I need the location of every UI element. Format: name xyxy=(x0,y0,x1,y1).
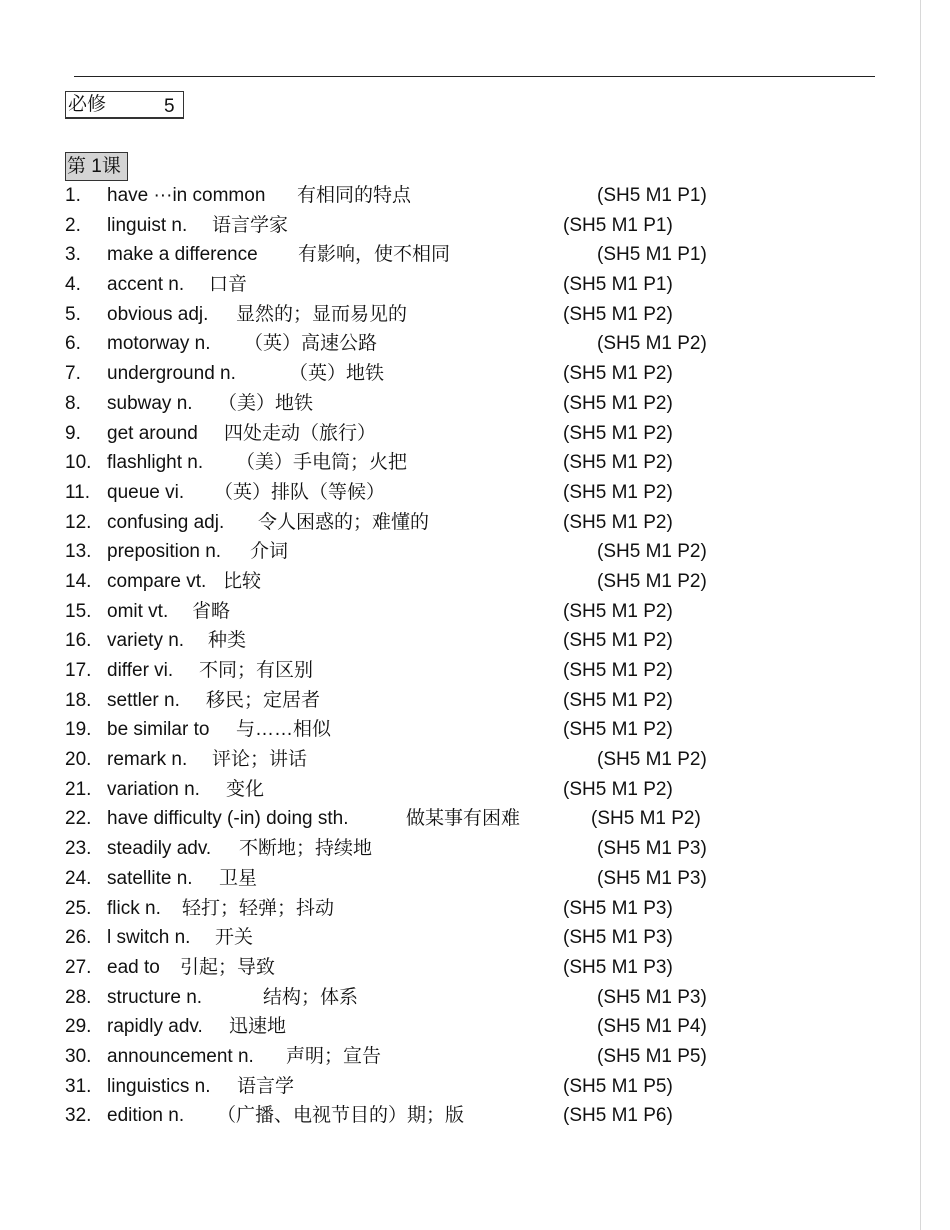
book-label-box xyxy=(65,91,184,119)
entry-chinese: 不同；有区别 xyxy=(199,660,314,681)
entry-chinese: 不断地；持续地 xyxy=(239,838,373,860)
entry-english: subway n. xyxy=(107,392,193,414)
entry-number: 31. xyxy=(65,1075,92,1097)
entry-reference: (SH5 M1 P2) xyxy=(563,363,673,385)
entry-number: 29. xyxy=(65,1016,92,1038)
entry-chinese: 做某事有困难 xyxy=(406,808,521,830)
book-number: 5 xyxy=(164,96,175,117)
entry-chinese: 种类 xyxy=(208,630,247,652)
entry-chinese: 引起；导致 xyxy=(180,956,276,978)
entry-chinese: 令人困惑的；难懂的 xyxy=(258,511,430,533)
entry-english: have difficulty (-in) doing sth. xyxy=(107,808,349,830)
entry-english: linguist n. xyxy=(107,214,188,236)
entry-english: queue vi. xyxy=(107,481,185,503)
entry-english: be similar to xyxy=(107,719,210,741)
entry-chinese: （英）排队（等候） xyxy=(214,481,386,503)
entry-chinese: 比较 xyxy=(223,570,262,592)
vocab-row xyxy=(0,301,920,331)
entry-english: omit vt. xyxy=(107,600,169,622)
entry-number: 28. xyxy=(65,986,92,1008)
vocab-row xyxy=(0,598,920,628)
entry-number: 24. xyxy=(65,867,92,889)
entry-reference: (SH5 M1 P3) xyxy=(597,867,707,889)
entry-number: 2. xyxy=(65,214,81,236)
entry-reference: (SH5 M1 P2) xyxy=(591,808,701,830)
entry-reference: (SH5 M1 P2) xyxy=(563,600,673,622)
entry-chinese: 迅速地 xyxy=(229,1016,287,1038)
entry-chinese: 卫星 xyxy=(219,867,258,889)
entry-chinese: 变化 xyxy=(226,778,265,800)
entry-chinese: 省略 xyxy=(192,600,231,622)
vocab-row xyxy=(0,212,920,242)
vocab-row xyxy=(0,449,920,479)
entry-english: edition n. xyxy=(107,1105,185,1127)
vocab-row xyxy=(0,924,920,954)
entry-number: 25. xyxy=(65,897,92,919)
entry-number: 27. xyxy=(65,956,92,978)
entry-english: rapidly adv. xyxy=(107,1016,203,1038)
vocab-row xyxy=(0,895,920,925)
entry-reference: (SH5 M1 P2) xyxy=(563,392,673,414)
entry-number: 14. xyxy=(65,570,92,592)
entry-reference: (SH5 M1 P2) xyxy=(563,422,673,444)
entry-number: 1. xyxy=(65,185,81,206)
entry-chinese: （英）地铁 xyxy=(289,363,385,385)
entry-chinese: 四处走动（旅行） xyxy=(224,422,377,444)
vocab-row xyxy=(0,835,920,865)
entry-english: steadily adv. xyxy=(107,838,212,860)
entry-number: 21. xyxy=(65,778,92,800)
entry-reference: (SH5 M1 P3) xyxy=(597,986,707,1008)
entry-english: flick n. xyxy=(107,897,161,919)
entry-chinese: 移民；定居者 xyxy=(206,689,321,711)
vocab-row xyxy=(0,954,920,984)
entry-english: motorway n. xyxy=(107,333,211,355)
vocab-row xyxy=(0,241,920,271)
entry-chinese: 评论；讲话 xyxy=(212,749,308,771)
entry-english: make a difference xyxy=(107,244,258,266)
vocab-row xyxy=(0,984,920,1014)
entry-reference: (SH5 M1 P2) xyxy=(597,333,707,355)
vocab-row xyxy=(0,271,920,301)
entry-chinese: 与……相似 xyxy=(236,719,332,741)
vocab-row xyxy=(0,746,920,776)
entry-chinese: （美）手电筒；火把 xyxy=(236,452,408,474)
entry-reference: (SH5 M1 P2) xyxy=(597,541,707,563)
book-label: 必修 xyxy=(68,94,107,115)
entry-reference: (SH5 M1 P3) xyxy=(597,838,707,860)
entry-reference: (SH5 M1 P1) xyxy=(563,214,673,236)
entry-reference: (SH5 M1 P1) xyxy=(597,244,707,266)
header-rule xyxy=(74,76,875,77)
entry-chinese: 介词 xyxy=(250,541,289,563)
entry-chinese: 有影响，使不相同 xyxy=(298,244,451,266)
entry-number: 4. xyxy=(65,274,81,296)
entry-chinese: 开关 xyxy=(215,927,254,949)
entry-reference: (SH5 M1 P3) xyxy=(563,897,673,919)
entry-english: compare vt. xyxy=(107,570,207,592)
entry-reference: (SH5 M1 P6) xyxy=(563,1105,673,1127)
entry-reference: (SH5 M1 P4) xyxy=(597,1016,707,1038)
entry-number: 22. xyxy=(65,808,92,830)
vocab-row xyxy=(0,479,920,509)
vocabulary-list xyxy=(0,182,920,1132)
entry-reference: (SH5 M1 P2) xyxy=(563,630,673,652)
entry-chinese: 声明；宣告 xyxy=(286,1045,382,1067)
entry-english: ead to xyxy=(107,956,160,978)
entry-number: 10. xyxy=(65,452,92,474)
entry-english: structure n. xyxy=(107,986,203,1008)
entry-english: remark n. xyxy=(107,749,188,771)
entry-number: 19. xyxy=(65,719,92,741)
entry-reference: (SH5 M1 P3) xyxy=(563,956,673,978)
entry-chinese: 口音 xyxy=(209,274,248,296)
entry-number: 18. xyxy=(65,689,92,711)
entry-number: 32. xyxy=(65,1105,92,1127)
entry-english: have ···in common xyxy=(107,185,266,206)
entry-reference: (SH5 M1 P2) xyxy=(563,452,673,474)
vocab-row xyxy=(0,568,920,598)
entry-english: obvious adj. xyxy=(107,303,209,325)
entry-chinese: （英）高速公路 xyxy=(244,333,378,355)
entry-english: linguistics n. xyxy=(107,1075,211,1097)
entry-reference: (SH5 M1 P1) xyxy=(563,274,673,296)
entry-number: 9. xyxy=(65,422,81,444)
entry-chinese: 轻打；轻弹；抖动 xyxy=(182,897,335,919)
vocab-row xyxy=(0,687,920,717)
entry-chinese: （广播、电视节目的）期；版 xyxy=(217,1105,465,1127)
entry-chinese: 有相同的特点 xyxy=(297,185,412,206)
vocab-row xyxy=(0,865,920,895)
lesson-label: 第 1课 xyxy=(65,152,128,181)
entry-reference: (SH5 M1 P2) xyxy=(563,689,673,711)
entry-number: 7. xyxy=(65,363,81,385)
entry-english: announcement n. xyxy=(107,1045,254,1067)
entry-english: flashlight n. xyxy=(107,452,204,474)
entry-english: satellite n. xyxy=(107,867,193,889)
entry-english: confusing adj. xyxy=(107,511,225,533)
entry-english: preposition n. xyxy=(107,541,222,563)
entry-reference: (SH5 M1 P3) xyxy=(563,927,673,949)
entry-number: 8. xyxy=(65,392,81,414)
entry-chinese: 显然的；显而易见的 xyxy=(236,303,408,325)
entry-english: get around xyxy=(107,422,198,444)
entry-english: settler n. xyxy=(107,689,180,711)
vocab-row xyxy=(0,716,920,746)
page-edge xyxy=(920,0,921,1230)
vocab-row xyxy=(0,182,920,212)
entry-number: 17. xyxy=(65,660,92,681)
entry-reference: (SH5 M1 P2) xyxy=(563,719,673,741)
entry-reference: (SH5 M1 P2) xyxy=(563,511,673,533)
vocab-row xyxy=(0,776,920,806)
entry-reference: (SH5 M1 P2) xyxy=(563,303,673,325)
entry-chinese: 结构；体系 xyxy=(263,986,359,1008)
entry-number: 23. xyxy=(65,838,92,860)
entry-chinese: 语言学 xyxy=(237,1075,295,1097)
entry-english: l switch n. xyxy=(107,927,191,949)
entry-english: differ vi. xyxy=(107,660,174,681)
vocab-row xyxy=(0,330,920,360)
vocab-row xyxy=(0,1013,920,1043)
entry-chinese: （美）地铁 xyxy=(218,392,314,414)
entry-reference: (SH5 M1 P2) xyxy=(597,570,707,592)
entry-reference: (SH5 M1 P2) xyxy=(597,749,707,771)
vocab-row xyxy=(0,420,920,450)
entry-number: 20. xyxy=(65,749,92,771)
entry-reference: (SH5 M1 P1) xyxy=(597,185,707,206)
entry-english: variety n. xyxy=(107,630,185,652)
entry-reference: (SH5 M1 P5) xyxy=(563,1075,673,1097)
vocab-row xyxy=(0,1102,920,1132)
entry-number: 15. xyxy=(65,600,92,622)
entry-number: 3. xyxy=(65,244,81,266)
entry-number: 13. xyxy=(65,541,92,563)
entry-reference: (SH5 M1 P2) xyxy=(563,778,673,800)
entry-number: 12. xyxy=(65,511,92,533)
vocab-row xyxy=(0,657,920,687)
vocab-row xyxy=(0,805,920,835)
entry-english: variation n. xyxy=(107,778,200,800)
entry-number: 26. xyxy=(65,927,92,949)
vocab-row xyxy=(0,1073,920,1103)
entry-number: 6. xyxy=(65,333,81,355)
entry-reference: (SH5 M1 P2) xyxy=(563,660,673,681)
entry-english: underground n. xyxy=(107,363,236,385)
entry-reference: (SH5 M1 P5) xyxy=(597,1045,707,1067)
entry-number: 16. xyxy=(65,630,92,652)
entry-number: 30. xyxy=(65,1045,92,1067)
vocab-row xyxy=(0,360,920,390)
entry-reference: (SH5 M1 P2) xyxy=(563,481,673,503)
entry-number: 11. xyxy=(65,481,91,503)
vocab-row xyxy=(0,538,920,568)
vocab-row xyxy=(0,509,920,539)
vocab-row xyxy=(0,390,920,420)
entry-chinese: 语言学家 xyxy=(212,214,289,236)
vocab-row xyxy=(0,1043,920,1073)
vocab-row xyxy=(0,627,920,657)
entry-english: accent n. xyxy=(107,274,185,296)
entry-number: 5. xyxy=(65,303,81,325)
